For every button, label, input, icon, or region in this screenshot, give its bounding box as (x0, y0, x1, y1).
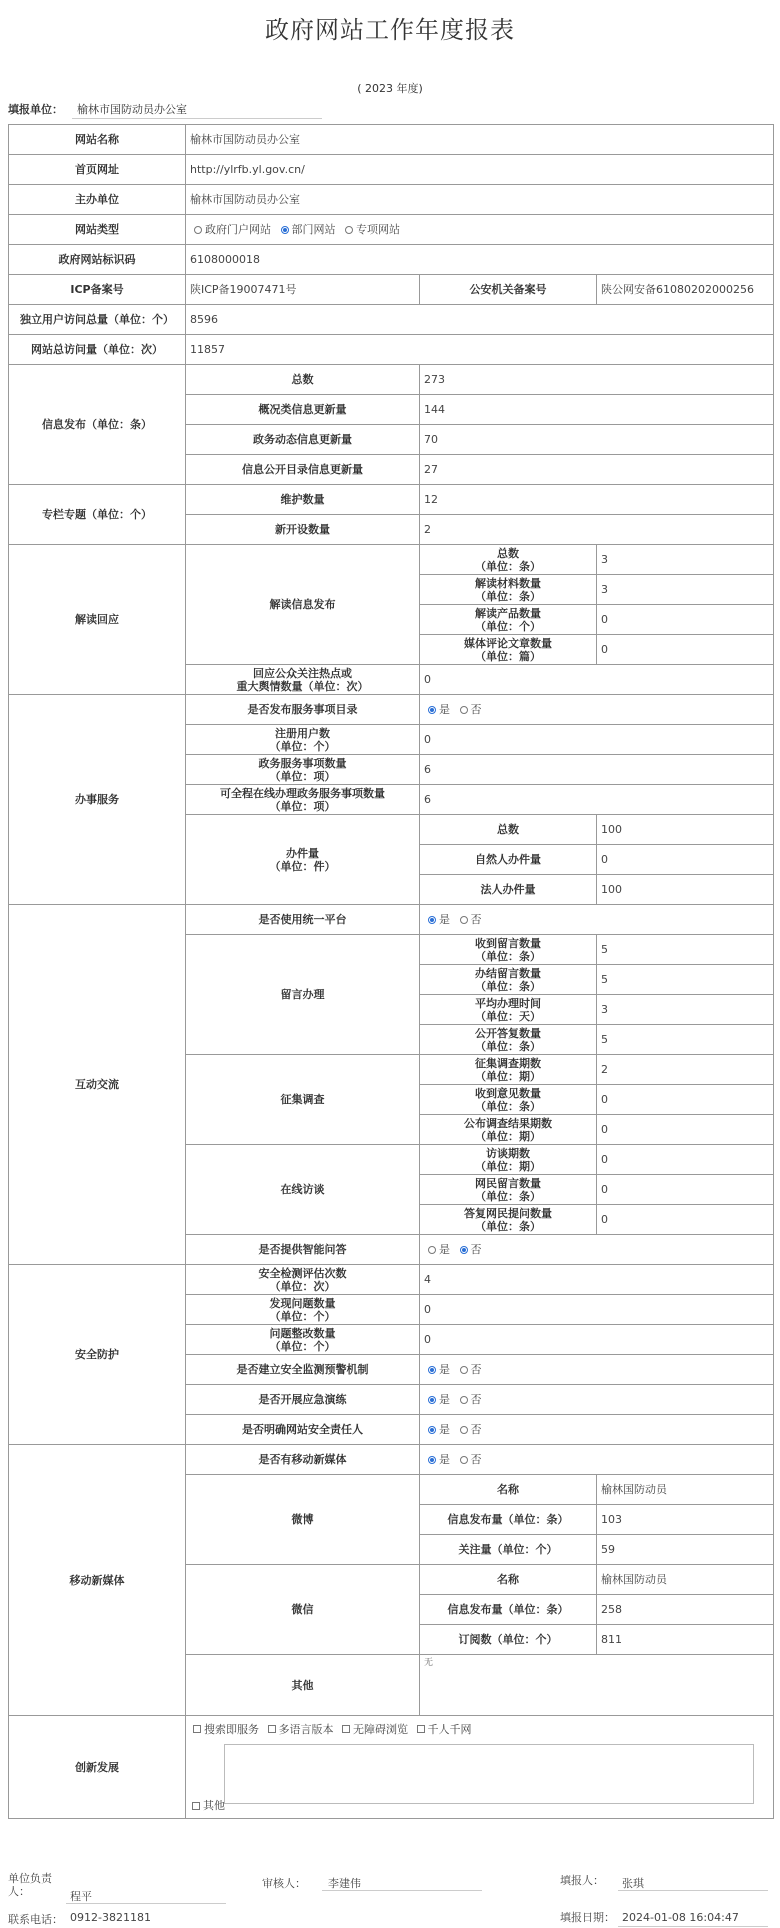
security-drill-label: 是否开展应急演练 (186, 1385, 420, 1415)
innov-other (189, 1799, 227, 1813)
reporting-unit-value: 榆林市国防动员办公室 (77, 103, 187, 116)
interact-section-label: 互动交流 (9, 905, 186, 1265)
footer-head-value: 程平 (70, 1890, 92, 1903)
interact-talk-label: 在线访谈 (186, 1145, 420, 1235)
interp-row-label (420, 575, 597, 605)
weibo-row-value: 103 (597, 1505, 774, 1535)
wechat-row-value: 258 (597, 1595, 774, 1625)
info-row-label: 信息公开目录信息更新量 (186, 455, 420, 485)
talk-row-label-1: 答复网民提问数量 (464, 1206, 552, 1220)
footer-phone-label: 联系电话： (8, 1913, 63, 1926)
talk-row-label (420, 1175, 597, 1205)
footer-phone-value: 0912-3821181 (70, 1911, 151, 1924)
mobile-other-textarea[interactable] (420, 1655, 774, 1716)
interp-response-label-2: 重大舆情数量（单位：次） (236, 679, 369, 693)
interact-platform-label: 是否使用统一平台 (186, 905, 420, 935)
msg-row-label-1: 平均办理时间 (475, 996, 541, 1010)
site-type-radio-portal[interactable] (194, 226, 202, 234)
innov-opt-label: 无障碍浏览 (353, 1722, 408, 1736)
talk-row-value: 0 (597, 1145, 774, 1175)
info-row-label: 概况类信息更新量 (186, 395, 420, 425)
innov-other-label: 其他 (203, 1799, 225, 1812)
service-volume-label-1: 办件量 (286, 846, 319, 860)
innov-opt-label: 千人千网 (427, 1722, 472, 1736)
talk-row-label (420, 1145, 597, 1175)
pv-value: 11857 (186, 335, 774, 365)
mobile-section-label: 移动新媒体 (9, 1445, 186, 1716)
service-volume-row-label: 法人办件量 (420, 875, 597, 905)
msg-row-value: 3 (597, 995, 774, 1025)
interp-row-label-2: （单位：条） (475, 559, 541, 573)
info-row-label: 政务动态信息更新量 (186, 425, 420, 455)
survey-row-label-2: （单位：期） (475, 1069, 541, 1083)
weibo-row-value: 榆林国防动员 (597, 1475, 774, 1505)
service-volume-row-value: 100 (597, 875, 774, 905)
msg-row-label (420, 935, 597, 965)
innov-options (186, 1716, 774, 1819)
security-person-options (420, 1415, 774, 1445)
msg-row-label (420, 1025, 597, 1055)
site-type-opt-dept: 部门网站 (291, 223, 336, 237)
interp-row-value: 3 (597, 545, 774, 575)
no-radio[interactable] (460, 706, 468, 714)
column-row-value: 12 (420, 485, 774, 515)
service-volume-row-label: 自然人办件量 (420, 845, 597, 875)
security-found-label-2: （单位：个） (269, 1309, 336, 1323)
weibo-row-label: 关注量（单位：个） (420, 1535, 597, 1565)
security-fix-label-2: （单位：个） (269, 1339, 336, 1353)
talk-row-label-1: 访谈期数 (486, 1146, 530, 1160)
security-found-value: 0 (420, 1295, 774, 1325)
interact-survey-label: 征集调查 (186, 1055, 420, 1145)
service-volume-row-value: 100 (597, 815, 774, 845)
interp-row-value: 0 (597, 605, 774, 635)
police-label: 公安机关备案号 (420, 275, 597, 305)
interact-msg-label: 留言办理 (186, 935, 420, 1055)
survey-row-label-1: 收到意见数量 (475, 1086, 541, 1100)
wechat-row-label: 信息发布量（单位：条） (420, 1595, 597, 1625)
interact-platform-options (420, 905, 774, 935)
security-eval-label-2: （单位：次） (269, 1279, 336, 1293)
service-items-label (186, 755, 420, 785)
msg-row-label-2: （单位：天） (475, 1009, 541, 1023)
yes-radio[interactable] (428, 916, 436, 924)
mobile-has-label: 是否有移动新媒体 (186, 1445, 420, 1475)
survey-row-label (420, 1085, 597, 1115)
mobile-wechat-label: 微信 (186, 1565, 420, 1655)
yes-radio[interactable] (428, 1396, 436, 1404)
talk-row-label-2: （单位：条） (475, 1219, 541, 1233)
innov-section-label: 创新发展 (9, 1716, 186, 1819)
footer-reviewer-value: 李建伟 (328, 1877, 361, 1890)
footer-filler-value: 张琪 (622, 1877, 644, 1890)
column-row-label: 新开设数量 (186, 515, 420, 545)
interp-row-label-1: 媒体评论文章数量 (464, 636, 552, 650)
security-found-label-1: 发现问题数量 (269, 1296, 336, 1310)
info-row-value: 27 (420, 455, 774, 485)
security-found-label (186, 1295, 420, 1325)
innov-other-checkbox[interactable] (192, 1802, 200, 1810)
service-online-value: 6 (420, 785, 774, 815)
reporting-unit (8, 101, 187, 117)
footer-reviewer-label: 审核人： (262, 1877, 306, 1890)
yes-label: 是 (439, 1363, 450, 1377)
security-eval-value: 4 (420, 1265, 774, 1295)
footer-filler-line (618, 1890, 768, 1891)
site-type-opt-special: 专项网站 (356, 223, 400, 237)
sponsor-label: 主办单位 (9, 185, 186, 215)
footer-date-value: 2024-01-08 16:04:47 (622, 1911, 739, 1924)
interp-response-value: 0 (420, 665, 774, 695)
survey-row-label-2: （单位：条） (475, 1099, 541, 1113)
interp-row-value: 3 (597, 575, 774, 605)
site-name-value: 榆林市国防动员办公室 (186, 125, 774, 155)
service-reg-label-1: 注册用户数 (275, 726, 330, 740)
report-table (8, 124, 774, 1819)
reporting-unit-underline (72, 118, 322, 119)
footer-date-label: 填报日期： (560, 1911, 615, 1924)
survey-row-value: 0 (597, 1115, 774, 1145)
security-fix-label-1: 问题整改数量 (269, 1326, 336, 1340)
security-eval-label-1: 安全检测评估次数 (258, 1266, 347, 1280)
footer-reviewer-line (322, 1890, 482, 1891)
service-volume-label-2: （单位：件） (269, 859, 336, 873)
interp-row-label-1: 解读材料数量 (475, 576, 541, 590)
security-fix-label (186, 1325, 420, 1355)
survey-row-label-2: （单位：期） (475, 1129, 541, 1143)
footer-head-label: 单位负责人： (8, 1872, 52, 1898)
mobile-weibo-label: 微博 (186, 1475, 420, 1565)
talk-row-value: 0 (597, 1175, 774, 1205)
talk-row-value: 0 (597, 1205, 774, 1235)
survey-row-label-1: 征集调查期数 (475, 1056, 541, 1070)
interp-response-label (186, 665, 420, 695)
yes-radio[interactable] (428, 1426, 436, 1434)
interp-section-label: 解读回应 (9, 545, 186, 695)
mobile-other-value: 无 (424, 1658, 434, 1668)
mobile-other-label: 其他 (186, 1655, 420, 1716)
icp-value: 陕ICP备19007471号 (186, 275, 420, 305)
no-radio[interactable] (460, 1456, 468, 1464)
uv-label: 独立用户访问总量（单位：个） (9, 305, 186, 335)
service-online-label-1: 可全程在线办理政务服务事项数量 (220, 786, 385, 800)
sponsor-value: 榆林市国防动员办公室 (186, 185, 774, 215)
weibo-row-value: 59 (597, 1535, 774, 1565)
innov-checkbox[interactable] (417, 1725, 425, 1733)
site-type-radio-dept[interactable] (281, 226, 289, 234)
service-items-label-2: （单位：项） (269, 769, 336, 783)
yes-radio[interactable] (428, 706, 436, 714)
service-reg-label-2: （单位：个） (269, 739, 336, 753)
msg-row-label-1: 公开答复数量 (475, 1026, 541, 1040)
interact-smart-label: 是否提供智能问答 (186, 1235, 420, 1265)
yes-label: 是 (439, 913, 450, 927)
page-title: 政府网站工作年度报表 (265, 16, 515, 44)
yes-label: 是 (439, 1393, 450, 1407)
service-volume-row-label: 总数 (420, 815, 597, 845)
site-id-value: 6108000018 (186, 245, 774, 275)
footer-filler-label: 填报人： (560, 1874, 604, 1887)
pv-label: 网站总访问量（单位：次） (9, 335, 186, 365)
info-row-value: 144 (420, 395, 774, 425)
service-reg-label (186, 725, 420, 755)
service-items-label-1: 政务服务事项数量 (258, 756, 347, 770)
interact-smart-options (420, 1235, 774, 1265)
survey-row-label (420, 1115, 597, 1145)
innov-checkbox[interactable] (268, 1725, 276, 1733)
security-section-label: 安全防护 (9, 1265, 186, 1445)
interp-row-label-2: （单位：条） (475, 589, 541, 603)
service-online-label-2: （单位：项） (269, 799, 336, 813)
interp-row-label-1: 解读产品数量 (475, 606, 541, 620)
site-name-label: 网站名称 (9, 125, 186, 155)
service-online-label (186, 785, 420, 815)
yes-label: 是 (439, 1423, 450, 1437)
security-person-label: 是否明确网站安全责任人 (186, 1415, 420, 1445)
wechat-row-value: 榆林国防动员 (597, 1565, 774, 1595)
service-volume-row-value: 0 (597, 845, 774, 875)
survey-row-value: 2 (597, 1055, 774, 1085)
service-section-label: 办事服务 (9, 695, 186, 905)
no-radio[interactable] (460, 1246, 468, 1254)
column-section-label: 专栏专题（单位：个） (9, 485, 186, 545)
interp-row-label-1: 总数 (497, 546, 519, 560)
uv-value: 8596 (186, 305, 774, 335)
no-label: 否 (470, 1453, 482, 1467)
yes-radio[interactable] (428, 1366, 436, 1374)
interp-row-label (420, 605, 597, 635)
no-label: 否 (470, 1423, 482, 1437)
innov-checkbox[interactable] (342, 1725, 350, 1733)
interp-row-value: 0 (597, 635, 774, 665)
interp-row-label (420, 545, 597, 575)
info-section-label: 信息发布（单位：条） (9, 365, 186, 485)
mobile-has-options (420, 1445, 774, 1475)
service-volume-label (186, 815, 420, 905)
msg-row-label-1: 办结留言数量 (475, 966, 541, 980)
no-radio[interactable] (460, 1426, 468, 1434)
home-url-value: http://ylrfb.yl.gov.cn/ (186, 155, 774, 185)
interp-row-label (420, 635, 597, 665)
msg-row-value: 5 (597, 1025, 774, 1055)
msg-row-label-2: （单位：条） (475, 1039, 541, 1053)
no-label: 否 (470, 913, 482, 927)
icp-label: ICP备案号 (9, 275, 186, 305)
column-row-label: 维护数量 (186, 485, 420, 515)
survey-row-label-1: 公布调查结果期数 (464, 1116, 552, 1130)
security-fix-value: 0 (420, 1325, 774, 1355)
msg-row-value: 5 (597, 965, 774, 995)
msg-row-label (420, 965, 597, 995)
no-label: 否 (470, 1393, 482, 1407)
interp-row-label-2: （单位：个） (475, 619, 541, 633)
service-items-value: 6 (420, 755, 774, 785)
innov-checkbox[interactable] (193, 1725, 201, 1733)
no-radio[interactable] (460, 1366, 468, 1374)
msg-row-label-1: 收到留言数量 (475, 936, 541, 950)
no-label: 否 (470, 1363, 482, 1377)
site-type-radio-special[interactable] (345, 226, 353, 234)
site-type-label: 网站类型 (9, 215, 186, 245)
msg-row-label-2: （单位：条） (475, 979, 541, 993)
security-drill-options (420, 1385, 774, 1415)
msg-row-label-2: （单位：条） (475, 949, 541, 963)
weibo-row-label: 信息发布量（单位：条） (420, 1505, 597, 1535)
footer-date-line (618, 1926, 768, 1927)
interp-row-label-2: （单位：篇） (475, 649, 541, 663)
survey-row-label (420, 1055, 597, 1085)
innov-opt-label: 多语言版本 (278, 1722, 334, 1736)
security-monitor-options (420, 1355, 774, 1385)
talk-row-label-2: （单位：期） (475, 1159, 541, 1173)
no-label: 否 (470, 703, 482, 717)
service-catalog-label: 是否发布服务事项目录 (186, 695, 420, 725)
msg-row-value: 5 (597, 935, 774, 965)
site-type-options (186, 215, 774, 245)
yes-radio[interactable] (428, 1246, 436, 1254)
home-url-label: 首页网址 (9, 155, 186, 185)
info-row-value: 70 (420, 425, 774, 455)
column-row-value: 2 (420, 515, 774, 545)
police-value: 陕公网安备61080202000256 (597, 275, 774, 305)
innov-other-textarea[interactable] (224, 1744, 754, 1804)
wechat-row-value: 811 (597, 1625, 774, 1655)
yes-label: 是 (439, 1453, 450, 1467)
security-eval-label (186, 1265, 420, 1295)
survey-row-value: 0 (597, 1085, 774, 1115)
wechat-row-label: 名称 (420, 1565, 597, 1595)
footer-head-line (66, 1903, 226, 1904)
service-reg-value: 0 (420, 725, 774, 755)
yes-label: 是 (439, 1243, 450, 1257)
no-radio[interactable] (460, 916, 468, 924)
msg-row-label (420, 995, 597, 1025)
talk-row-label-2: （单位：条） (475, 1189, 541, 1203)
site-id-label: 政府网站标识码 (9, 245, 186, 275)
interp-response-label-1: 回应公众关注热点或 (253, 666, 352, 680)
wechat-row-label: 订阅数（单位：个） (420, 1625, 597, 1655)
reporting-unit-label: 填报单位： (8, 103, 63, 116)
site-type-opt-portal: 政府门户网站 (205, 223, 271, 237)
talk-row-label-1: 网民留言数量 (475, 1176, 541, 1190)
talk-row-label (420, 1205, 597, 1235)
info-row-label: 总数 (186, 365, 420, 395)
no-label: 否 (470, 1243, 482, 1257)
service-catalog-options (420, 695, 774, 725)
no-radio[interactable] (460, 1396, 468, 1404)
security-monitor-label: 是否建立安全监测预警机制 (186, 1355, 420, 1385)
report-year: ( 2023 年度) (357, 82, 423, 95)
yes-label: 是 (439, 703, 450, 717)
interp-sub-label: 解读信息发布 (186, 545, 420, 665)
innov-opt-label: 搜索即服务 (204, 1722, 259, 1736)
yes-radio[interactable] (428, 1456, 436, 1464)
info-row-value: 273 (420, 365, 774, 395)
weibo-row-label: 名称 (420, 1475, 597, 1505)
